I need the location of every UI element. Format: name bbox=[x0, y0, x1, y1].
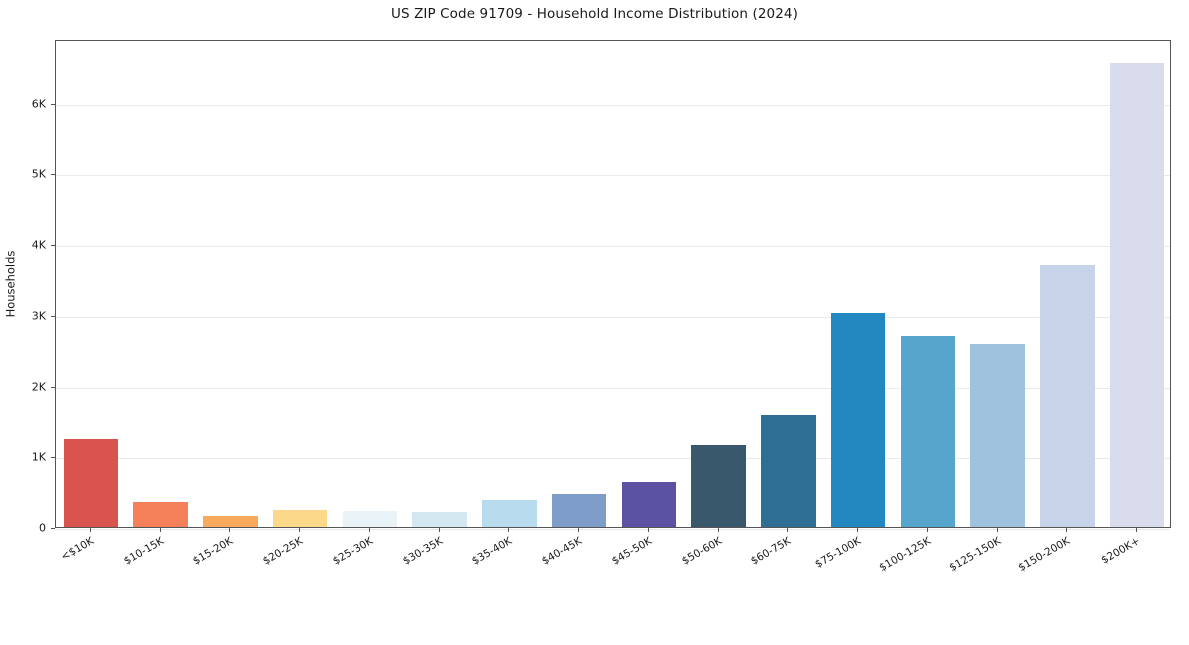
y-axis-label-text: Households bbox=[3, 250, 18, 318]
x-tick-mark bbox=[648, 528, 649, 532]
plot-area bbox=[55, 40, 1171, 528]
x-tick-mark bbox=[578, 528, 579, 532]
x-tick-label: $20-25K bbox=[260, 535, 306, 568]
x-tick-mark bbox=[439, 528, 440, 532]
bar bbox=[343, 511, 397, 527]
bar bbox=[1110, 63, 1164, 527]
y-tick-label: 5K bbox=[31, 167, 46, 181]
x-tick-label: <$10K bbox=[58, 535, 96, 564]
y-tick-label: 6K bbox=[31, 97, 46, 111]
x-tick-label: $50-60K bbox=[679, 535, 724, 568]
x-tick-mark bbox=[1066, 528, 1067, 532]
x-tick-mark bbox=[229, 528, 230, 532]
x-tick-mark bbox=[718, 528, 719, 532]
bar bbox=[133, 502, 187, 527]
x-tick-label: $60-75K bbox=[749, 535, 794, 568]
x-tick-mark bbox=[508, 528, 509, 532]
x-tick-label: $25-30K bbox=[330, 535, 375, 568]
x-tick-label: $100-125K bbox=[877, 535, 933, 575]
x-tick-label: $40-45K bbox=[539, 535, 585, 568]
x-tick-mark bbox=[857, 528, 858, 532]
x-tick-mark bbox=[787, 528, 788, 532]
y-tick-label: 1K bbox=[31, 450, 46, 464]
bar bbox=[970, 344, 1024, 527]
y-tick-label: 4K bbox=[31, 238, 46, 252]
y-tick-label: 2K bbox=[31, 380, 46, 394]
bar bbox=[273, 510, 327, 527]
x-tick-mark bbox=[927, 528, 928, 532]
x-tick-label: $35-40K bbox=[470, 535, 515, 568]
x-tick-mark bbox=[160, 528, 161, 532]
bar bbox=[901, 336, 955, 527]
x-tick-label: $150-200K bbox=[1016, 535, 1073, 575]
x-tick-label: $10-15K bbox=[121, 535, 166, 568]
x-tick-label: $15-20K bbox=[191, 535, 236, 568]
y-tick-label: 0 bbox=[39, 521, 46, 535]
y-axis bbox=[0, 40, 55, 535]
x-tick-label: $75-100K bbox=[813, 535, 864, 571]
bar bbox=[64, 439, 118, 527]
bar bbox=[831, 313, 885, 527]
bar bbox=[482, 500, 536, 527]
x-tick-label: $200K+ bbox=[1099, 535, 1143, 567]
bar bbox=[412, 512, 466, 527]
x-tick-mark bbox=[1136, 528, 1137, 532]
chart-title: US ZIP Code 91709 - Household Income Distribution (2024) bbox=[391, 6, 798, 22]
bar-series bbox=[56, 41, 1170, 527]
bar bbox=[691, 445, 745, 527]
x-tick-mark bbox=[997, 528, 998, 532]
x-tick-mark bbox=[299, 528, 300, 532]
x-tick-label: $30-35K bbox=[400, 535, 445, 568]
x-axis bbox=[55, 528, 1171, 590]
x-tick-label: $125-150K bbox=[946, 535, 1003, 575]
bar bbox=[203, 516, 257, 527]
x-tick-mark bbox=[90, 528, 91, 532]
y-tick-label: 3K bbox=[31, 309, 46, 323]
bar bbox=[622, 482, 676, 527]
x-tick-mark bbox=[369, 528, 370, 532]
x-tick-label: $45-50K bbox=[609, 535, 654, 568]
bar bbox=[1040, 265, 1094, 527]
bar bbox=[552, 494, 606, 527]
bar bbox=[761, 415, 815, 527]
